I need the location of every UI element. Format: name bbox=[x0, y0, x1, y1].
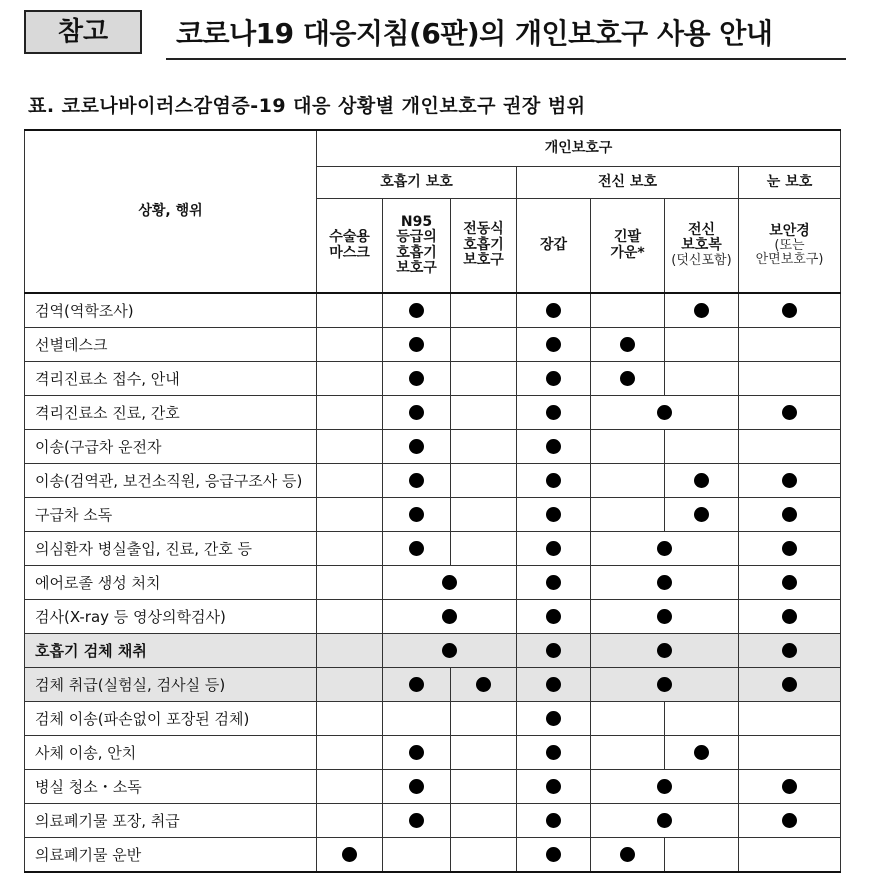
ppe-cell bbox=[317, 736, 383, 770]
required-dot-icon bbox=[409, 439, 424, 454]
table-row bbox=[25, 362, 841, 396]
ppe-cell bbox=[383, 770, 451, 804]
ppe-cell bbox=[665, 430, 739, 464]
ppe-cell bbox=[317, 328, 383, 362]
ppe-cell bbox=[591, 770, 739, 804]
ppe-cell bbox=[517, 430, 591, 464]
ppe-cell bbox=[451, 362, 517, 396]
ppe-cell bbox=[451, 498, 517, 532]
required-dot-icon bbox=[620, 371, 635, 386]
respiratory-group-header: 호흡기 보호 bbox=[317, 167, 517, 199]
ppe-cell bbox=[383, 702, 451, 736]
required-dot-icon bbox=[657, 575, 672, 590]
required-dot-icon bbox=[620, 847, 635, 862]
ppe-cell bbox=[517, 566, 591, 600]
ppe-cell bbox=[317, 396, 383, 430]
row-label: 격리진료소 접수, 안내 bbox=[25, 362, 317, 396]
ppe-cell bbox=[317, 838, 383, 873]
required-dot-icon bbox=[782, 779, 797, 794]
ppe-cell bbox=[591, 566, 739, 600]
ppe-cell bbox=[739, 838, 841, 873]
required-dot-icon bbox=[782, 643, 797, 658]
required-dot-icon bbox=[694, 745, 709, 760]
ppe-cell bbox=[739, 702, 841, 736]
row-label: 의료폐기물 포장, 취급 bbox=[25, 804, 317, 838]
required-dot-icon bbox=[409, 813, 424, 828]
ppe-cell bbox=[517, 532, 591, 566]
ppe-cell bbox=[739, 600, 841, 634]
ppe-cell bbox=[739, 668, 841, 702]
ppe-cell bbox=[591, 634, 739, 668]
ppe-cell bbox=[591, 328, 665, 362]
required-dot-icon bbox=[657, 779, 672, 794]
ppe-cell bbox=[383, 566, 517, 600]
ppe-cell bbox=[665, 362, 739, 396]
ppe-cell bbox=[451, 532, 517, 566]
required-dot-icon bbox=[657, 643, 672, 658]
ppe-cell bbox=[517, 736, 591, 770]
eye-group-header: 눈 보호 bbox=[739, 167, 841, 199]
required-dot-icon bbox=[409, 337, 424, 352]
ppe-table bbox=[24, 129, 841, 873]
row-label: 에어로졸 생성 처치 bbox=[25, 566, 317, 600]
row-label: 의심환자 병실출입, 진료, 간호 등 bbox=[25, 532, 317, 566]
ppe-cell bbox=[591, 532, 739, 566]
ppe-cell bbox=[317, 293, 383, 328]
required-dot-icon bbox=[546, 337, 561, 352]
row-label: 선별데스크 bbox=[25, 328, 317, 362]
ppe-cell bbox=[739, 430, 841, 464]
row-label: 검체 이송(파손없이 포장된 검체) bbox=[25, 702, 317, 736]
ppe-cell bbox=[451, 804, 517, 838]
ppe-cell bbox=[317, 702, 383, 736]
required-dot-icon bbox=[546, 405, 561, 420]
situation-header: 상황, 행위 bbox=[25, 130, 317, 293]
col-papr: 전동식 호흡기 보호구 bbox=[451, 199, 517, 294]
ppe-cell bbox=[665, 464, 739, 498]
required-dot-icon bbox=[442, 575, 457, 590]
required-dot-icon bbox=[546, 813, 561, 828]
ppe-cell bbox=[739, 498, 841, 532]
ppe-cell bbox=[383, 498, 451, 532]
row-label: 병실 청소・소독 bbox=[25, 770, 317, 804]
ppe-cell bbox=[383, 328, 451, 362]
ppe-cell bbox=[591, 668, 739, 702]
required-dot-icon bbox=[442, 609, 457, 624]
required-dot-icon bbox=[342, 847, 357, 862]
ppe-cell bbox=[383, 430, 451, 464]
table-row bbox=[25, 804, 841, 838]
table-row bbox=[25, 736, 841, 770]
ppe-header: 개인보호구 bbox=[317, 130, 841, 167]
required-dot-icon bbox=[546, 473, 561, 488]
required-dot-icon bbox=[409, 405, 424, 420]
ppe-cell bbox=[739, 634, 841, 668]
required-dot-icon bbox=[409, 303, 424, 318]
ppe-cell bbox=[739, 566, 841, 600]
ppe-cell bbox=[317, 770, 383, 804]
table-row bbox=[25, 600, 841, 634]
required-dot-icon bbox=[409, 507, 424, 522]
required-dot-icon bbox=[694, 473, 709, 488]
ppe-cell bbox=[317, 464, 383, 498]
row-label: 검역(역학조사) bbox=[25, 293, 317, 328]
ppe-cell bbox=[451, 838, 517, 873]
ppe-cell bbox=[451, 293, 517, 328]
ppe-cell bbox=[517, 328, 591, 362]
required-dot-icon bbox=[546, 779, 561, 794]
ppe-cell bbox=[517, 634, 591, 668]
required-dot-icon bbox=[442, 643, 457, 658]
ppe-cell bbox=[739, 328, 841, 362]
required-dot-icon bbox=[694, 303, 709, 318]
row-label: 의료폐기물 운반 bbox=[25, 838, 317, 873]
table-row bbox=[25, 566, 841, 600]
required-dot-icon bbox=[782, 813, 797, 828]
required-dot-icon bbox=[409, 371, 424, 386]
ppe-cell bbox=[665, 702, 739, 736]
ppe-cell bbox=[739, 464, 841, 498]
col-goggles: 보안경 (또는 안면보호구) bbox=[739, 199, 841, 294]
required-dot-icon bbox=[546, 507, 561, 522]
table-row bbox=[25, 464, 841, 498]
ppe-cell bbox=[383, 362, 451, 396]
ppe-cell bbox=[517, 668, 591, 702]
body-group-header: 전신 보호 bbox=[517, 167, 739, 199]
col-surgical-mask: 수술용 마스크 bbox=[317, 199, 383, 294]
required-dot-icon bbox=[409, 779, 424, 794]
required-dot-icon bbox=[694, 507, 709, 522]
ppe-cell bbox=[591, 498, 665, 532]
ppe-cell bbox=[451, 702, 517, 736]
ppe-cell bbox=[591, 736, 665, 770]
ppe-cell bbox=[517, 293, 591, 328]
required-dot-icon bbox=[546, 847, 561, 862]
ppe-cell bbox=[383, 736, 451, 770]
required-dot-icon bbox=[782, 473, 797, 488]
row-label: 검체 취급(실험실, 검사실 등) bbox=[25, 668, 317, 702]
ppe-cell bbox=[383, 634, 517, 668]
ppe-cell bbox=[451, 736, 517, 770]
required-dot-icon bbox=[782, 303, 797, 318]
col-gloves: 장갑 bbox=[517, 199, 591, 294]
table-row bbox=[25, 396, 841, 430]
col-n95: N95 등급의 호흡기 보호구 bbox=[383, 199, 451, 294]
ppe-cell bbox=[451, 668, 517, 702]
ppe-cell bbox=[517, 702, 591, 736]
ppe-cell bbox=[317, 362, 383, 396]
required-dot-icon bbox=[657, 609, 672, 624]
required-dot-icon bbox=[546, 609, 561, 624]
required-dot-icon bbox=[782, 609, 797, 624]
required-dot-icon bbox=[546, 439, 561, 454]
ppe-cell bbox=[383, 396, 451, 430]
required-dot-icon bbox=[657, 677, 672, 692]
row-label: 구급차 소독 bbox=[25, 498, 317, 532]
table-row bbox=[25, 532, 841, 566]
required-dot-icon bbox=[546, 541, 561, 556]
table-row bbox=[25, 328, 841, 362]
required-dot-icon bbox=[546, 643, 561, 658]
row-label: 이송(검역관, 보건소직원, 응급구조사 등) bbox=[25, 464, 317, 498]
ppe-cell bbox=[739, 293, 841, 328]
required-dot-icon bbox=[782, 575, 797, 590]
ppe-cell bbox=[451, 328, 517, 362]
ppe-cell bbox=[383, 464, 451, 498]
title-underline bbox=[166, 58, 846, 60]
row-label: 검사(X-ray 등 영상의학검사) bbox=[25, 600, 317, 634]
row-label: 이송(구급차 운전자 bbox=[25, 430, 317, 464]
reference-badge: 참고 bbox=[24, 10, 142, 54]
row-label: 사체 이송, 안치 bbox=[25, 736, 317, 770]
ppe-cell bbox=[517, 362, 591, 396]
ppe-cell bbox=[517, 396, 591, 430]
required-dot-icon bbox=[657, 405, 672, 420]
ppe-cell bbox=[591, 702, 665, 736]
ppe-cell bbox=[739, 736, 841, 770]
table-row bbox=[25, 430, 841, 464]
document-title: 코로나19 대응지침(6판)의 개인보호구 사용 안내 bbox=[176, 17, 773, 50]
ppe-cell bbox=[317, 532, 383, 566]
table-caption: 표. 코로나바이러스감염증-19 대응 상황별 개인보호구 권장 범위 bbox=[28, 95, 586, 117]
ppe-cell bbox=[383, 600, 517, 634]
ppe-cell bbox=[517, 804, 591, 838]
ppe-cell bbox=[665, 498, 739, 532]
table-row bbox=[25, 293, 841, 328]
ppe-table-body bbox=[25, 293, 841, 872]
table-row bbox=[25, 668, 841, 702]
required-dot-icon bbox=[409, 677, 424, 692]
ppe-cell bbox=[317, 668, 383, 702]
table-row bbox=[25, 498, 841, 532]
ppe-cell bbox=[665, 328, 739, 362]
ppe-cell bbox=[383, 532, 451, 566]
ppe-cell bbox=[739, 532, 841, 566]
required-dot-icon bbox=[657, 541, 672, 556]
ppe-cell bbox=[517, 464, 591, 498]
ppe-cell bbox=[591, 362, 665, 396]
required-dot-icon bbox=[546, 711, 561, 726]
ppe-cell bbox=[451, 464, 517, 498]
ppe-cell bbox=[317, 600, 383, 634]
required-dot-icon bbox=[409, 541, 424, 556]
required-dot-icon bbox=[546, 303, 561, 318]
table-row bbox=[25, 634, 841, 668]
row-label: 호흡기 검체 채취 bbox=[25, 634, 317, 668]
required-dot-icon bbox=[782, 541, 797, 556]
row-label: 격리진료소 진료, 간호 bbox=[25, 396, 317, 430]
ppe-cell bbox=[591, 600, 739, 634]
ppe-cell bbox=[383, 838, 451, 873]
ppe-cell bbox=[591, 293, 665, 328]
document-header bbox=[24, 10, 846, 62]
ppe-cell bbox=[591, 464, 665, 498]
ppe-cell bbox=[383, 668, 451, 702]
ppe-cell bbox=[317, 634, 383, 668]
ppe-cell bbox=[383, 804, 451, 838]
ppe-cell bbox=[517, 600, 591, 634]
col-coverall: 전신 보호복 (덧신포함) bbox=[665, 199, 739, 294]
required-dot-icon bbox=[546, 677, 561, 692]
ppe-cell bbox=[317, 566, 383, 600]
ppe-cell bbox=[591, 396, 739, 430]
required-dot-icon bbox=[476, 677, 491, 692]
ppe-cell bbox=[739, 362, 841, 396]
ppe-cell bbox=[317, 430, 383, 464]
ppe-cell bbox=[739, 770, 841, 804]
ppe-cell bbox=[591, 430, 665, 464]
ppe-cell bbox=[665, 293, 739, 328]
ppe-cell bbox=[739, 396, 841, 430]
required-dot-icon bbox=[546, 575, 561, 590]
required-dot-icon bbox=[782, 677, 797, 692]
required-dot-icon bbox=[782, 507, 797, 522]
table-row bbox=[25, 770, 841, 804]
ppe-cell bbox=[591, 804, 739, 838]
col-gown: 긴팔 가운* bbox=[591, 199, 665, 294]
ppe-cell bbox=[665, 736, 739, 770]
ppe-cell bbox=[451, 770, 517, 804]
ppe-cell bbox=[739, 804, 841, 838]
table-row bbox=[25, 702, 841, 736]
ppe-cell bbox=[451, 430, 517, 464]
ppe-cell bbox=[517, 498, 591, 532]
ppe-cell bbox=[517, 838, 591, 873]
required-dot-icon bbox=[546, 371, 561, 386]
ppe-cell bbox=[317, 804, 383, 838]
ppe-cell bbox=[383, 293, 451, 328]
required-dot-icon bbox=[546, 745, 561, 760]
ppe-cell bbox=[317, 498, 383, 532]
required-dot-icon bbox=[409, 745, 424, 760]
ppe-cell bbox=[517, 770, 591, 804]
ppe-cell bbox=[591, 838, 665, 873]
required-dot-icon bbox=[620, 337, 635, 352]
ppe-cell bbox=[665, 838, 739, 873]
ppe-cell bbox=[451, 396, 517, 430]
required-dot-icon bbox=[657, 813, 672, 828]
required-dot-icon bbox=[409, 473, 424, 488]
table-row bbox=[25, 838, 841, 873]
required-dot-icon bbox=[782, 405, 797, 420]
